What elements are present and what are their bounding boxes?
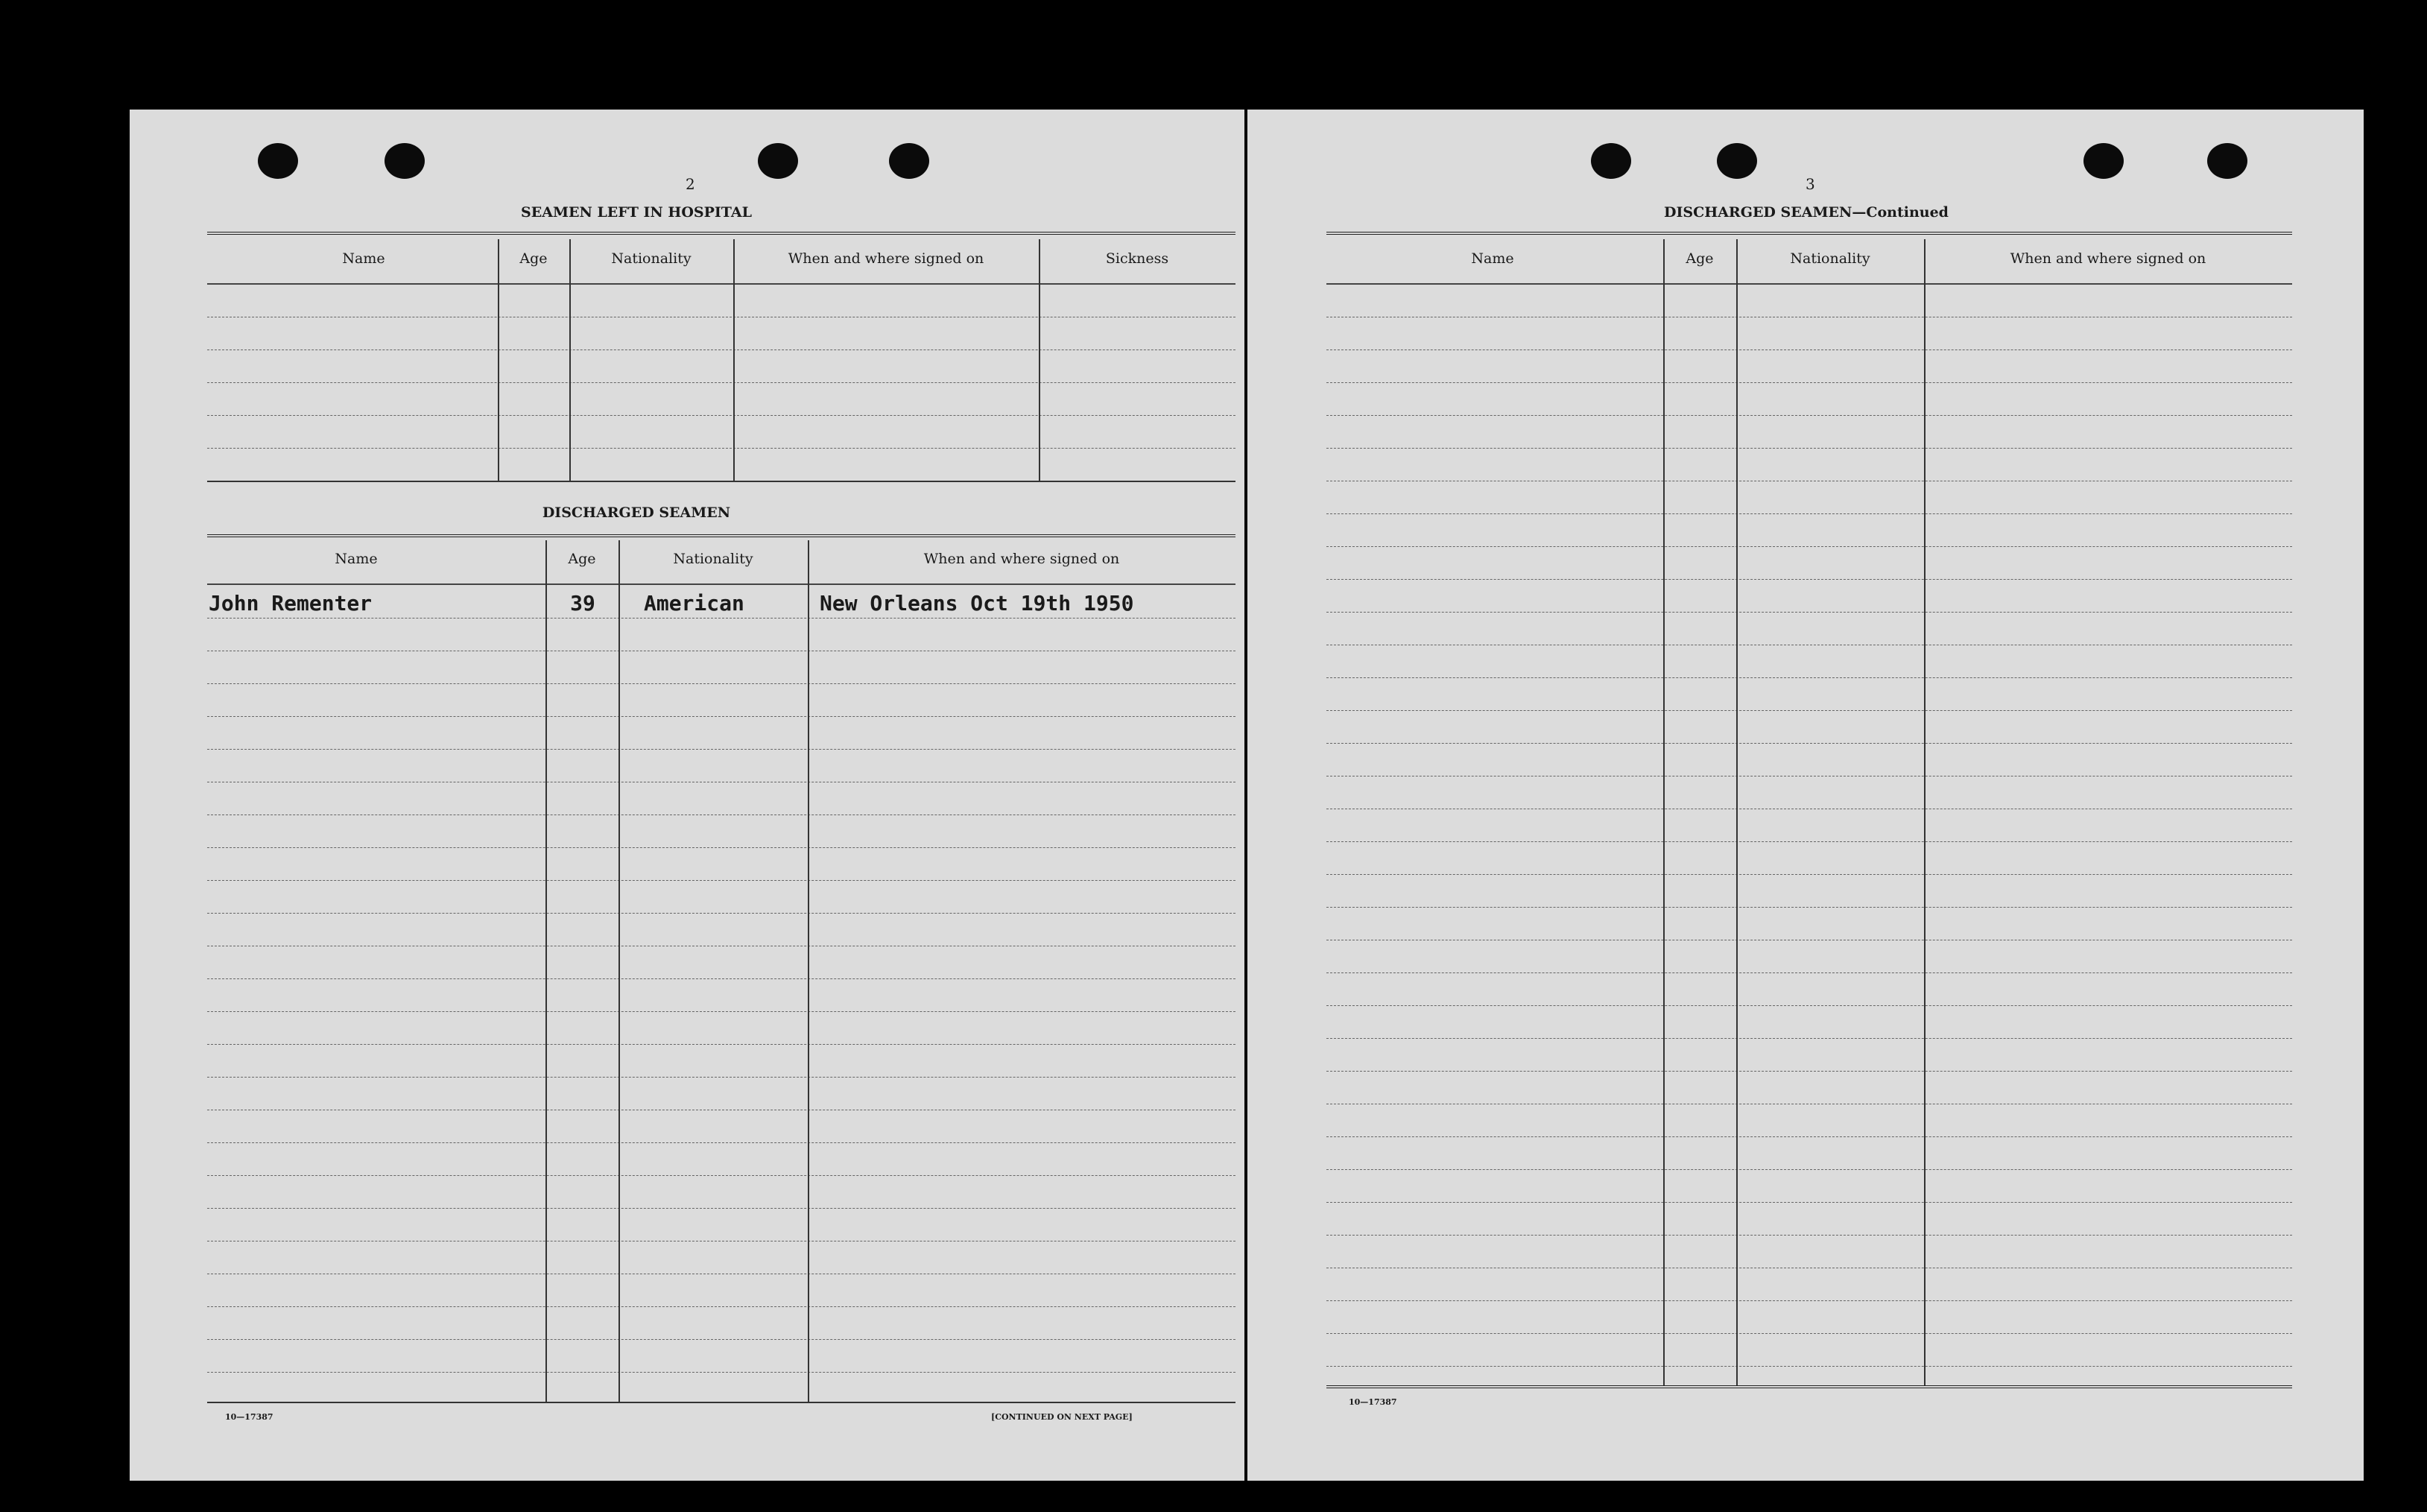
row-line: [1326, 1038, 2292, 1039]
right-col-divider: [1663, 239, 1665, 1385]
discharged-nationality-cell: American: [644, 591, 744, 616]
row-line: [207, 847, 1235, 848]
punch-hole-icon: [1591, 143, 1631, 179]
continued-note: [CONTINUED ON NEXT PAGE]: [991, 1412, 1133, 1422]
row-line: [1326, 1235, 2292, 1236]
hospital-row-line: [207, 382, 1235, 383]
right-top-rule: [1326, 232, 2292, 235]
row-line: [207, 1077, 1235, 1078]
discharged-continued-title-main: DISCHARGED SEAMEN: [1664, 204, 1852, 221]
row-line: [1326, 1202, 2292, 1203]
row-line: [207, 1372, 1235, 1373]
right-col-signed-on: When and where signed on: [2010, 250, 2206, 267]
row-line: [1326, 513, 2292, 514]
row-line: [1326, 1005, 2292, 1006]
right-header-rule: [1326, 283, 2292, 285]
row-line: [1326, 743, 2292, 744]
punch-hole-icon: [758, 143, 798, 179]
row-line: [207, 1142, 1235, 1143]
row-line: [1326, 907, 2292, 908]
form-number: 10—17387: [225, 1412, 273, 1422]
discharged-section-title: DISCHARGED SEAMEN: [542, 504, 731, 521]
row-line: [207, 1044, 1235, 1045]
right-page: [1247, 110, 2364, 1481]
discharged-name-cell: John Rementer: [209, 591, 373, 616]
discharged-col-divider: [545, 540, 547, 1402]
row-line: [207, 716, 1235, 717]
row-line: [207, 1208, 1235, 1209]
row-line: [1326, 841, 2292, 842]
hospital-col-sickness: Sickness: [1105, 250, 1169, 267]
discharged-header-rule: [207, 583, 1235, 585]
discharged-col-nationality: Nationality: [673, 551, 753, 567]
discharged-bottom-rule: [207, 1402, 1235, 1403]
form-number: 10—17387: [1349, 1397, 1397, 1407]
hospital-row-line: [207, 448, 1235, 449]
punch-hole-icon: [258, 143, 298, 179]
row-line: [1326, 382, 2292, 383]
row-line: [1326, 972, 2292, 973]
punch-hole-icon: [2083, 143, 2124, 179]
row-line: [1326, 1071, 2292, 1072]
discharged-continued-suffix: —Continued: [1852, 204, 1949, 221]
row-line: [1326, 1333, 2292, 1334]
hospital-col-age: Age: [519, 250, 548, 267]
right-col-divider: [1736, 239, 1738, 1385]
row-line: [207, 814, 1235, 815]
row-line: [207, 913, 1235, 914]
hospital-bottom-rule: [207, 481, 1235, 482]
hospital-row-line: [207, 415, 1235, 416]
discharged-col-divider: [618, 540, 620, 1402]
hospital-section-title: SEAMEN LEFT IN HOSPITAL: [521, 204, 752, 221]
punch-hole-icon: [385, 143, 425, 179]
row-line: [207, 978, 1235, 979]
hospital-row-line: [207, 349, 1235, 350]
row-line: [1326, 1300, 2292, 1301]
discharged-col-divider: [808, 540, 809, 1402]
row-line: [1326, 874, 2292, 875]
right-col-divider: [1924, 239, 1926, 1385]
left-page: [130, 110, 1244, 1481]
right-col-nationality: Nationality: [1790, 250, 1870, 267]
discharged-col-name: Name: [335, 551, 378, 567]
row-line: [207, 1306, 1235, 1307]
discharged-continued-title: [1560, 204, 2052, 221]
row-line: [1326, 579, 2292, 580]
right-bottom-rule: [1326, 1385, 2292, 1388]
right-col-name: Name: [1471, 250, 1514, 267]
punch-hole-icon: [1717, 143, 1757, 179]
discharged-age-cell: 39: [570, 591, 595, 616]
right-col-age: Age: [1686, 250, 1714, 267]
row-line: [207, 618, 1235, 619]
row-line: [1326, 1366, 2292, 1367]
row-line: [207, 880, 1235, 881]
row-line: [207, 683, 1235, 684]
row-line: [207, 1175, 1235, 1176]
hospital-col-nationality: Nationality: [611, 250, 692, 267]
row-line: [1326, 710, 2292, 711]
row-line: [1326, 546, 2292, 547]
row-line: [1326, 677, 2292, 678]
punch-hole-icon: [2207, 143, 2247, 179]
row-line: [1326, 448, 2292, 449]
row-line: [1326, 1136, 2292, 1137]
punch-hole-icon: [889, 143, 929, 179]
page-number: 2: [686, 175, 695, 193]
row-line: [1326, 612, 2292, 613]
discharged-col-signed-on: When and where signed on: [923, 551, 1120, 567]
hospital-top-rule: [207, 232, 1235, 235]
row-line: [207, 749, 1235, 750]
hospital-col-divider: [1039, 239, 1040, 482]
row-line: [1326, 415, 2292, 416]
hospital-header-rule: [207, 283, 1235, 285]
hospital-col-divider: [498, 239, 499, 482]
hospital-col-divider: [733, 239, 735, 482]
row-line: [1326, 349, 2292, 350]
row-line: [207, 1339, 1235, 1340]
hospital-col-signed-on: When and where signed on: [788, 250, 984, 267]
row-line: [1326, 1169, 2292, 1170]
hospital-col-name: Name: [342, 250, 385, 267]
discharged-signed-on-cell: New Orleans Oct 19th 1950: [820, 591, 1134, 616]
row-line: [207, 1011, 1235, 1012]
hospital-col-divider: [569, 239, 571, 482]
page-number: 3: [1806, 175, 1815, 193]
discharged-col-age: Age: [568, 551, 596, 567]
discharged-top-rule: [207, 534, 1235, 537]
